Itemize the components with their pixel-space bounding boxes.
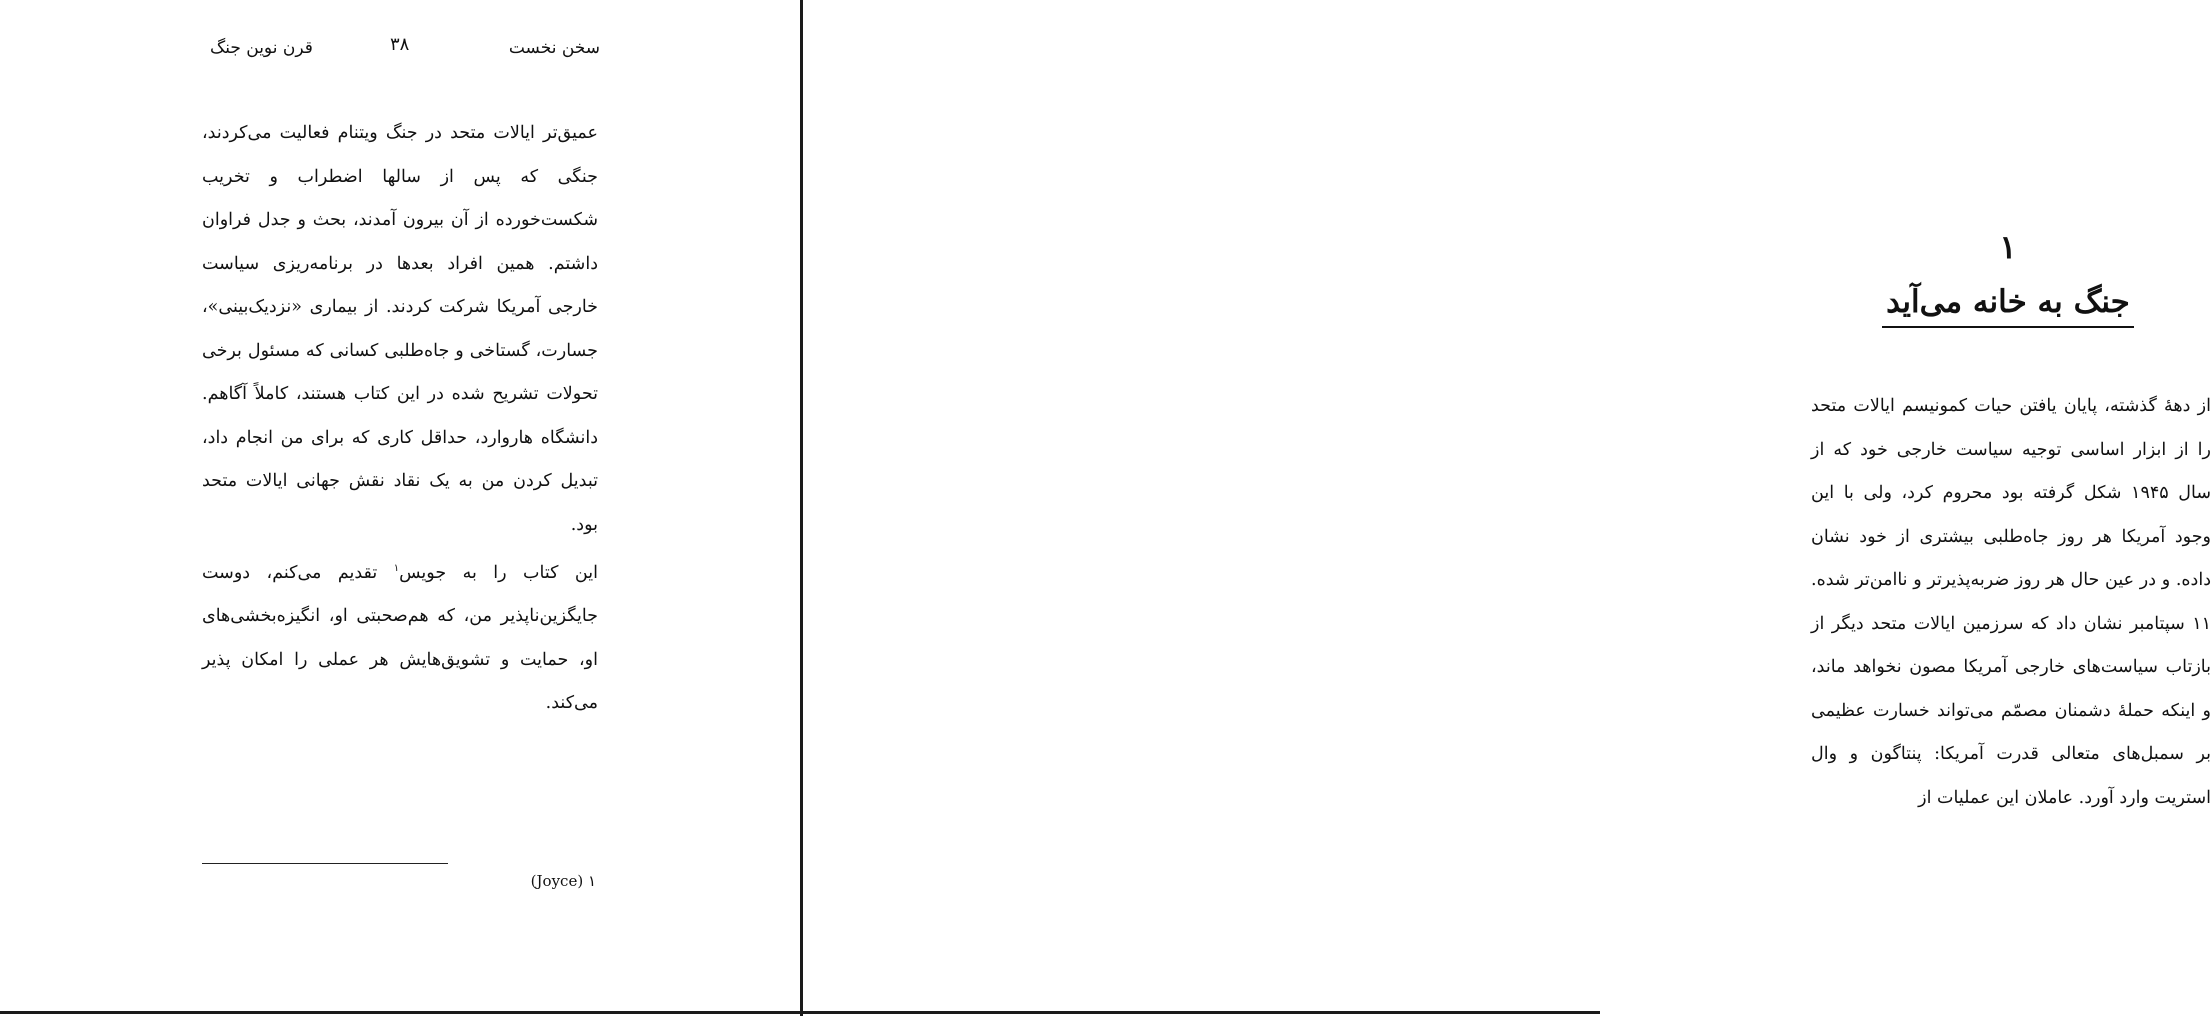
left-page <box>0 0 800 1010</box>
dedication-text: این کتاب را به جویس <box>399 562 598 583</box>
footnote-divider <box>202 863 448 864</box>
running-header <box>210 34 600 68</box>
footnote: (Joyce) ۱ <box>530 872 596 890</box>
running-header-chapter: سخن نخست <box>508 38 600 58</box>
left-paragraph-1: عمیق‌تر ایالات متحد در جنگ ویتنام فعالیت می‌کردند، جنگی که پس از سالها اضطراب و تخریب شکست‌خورده از آن بیرون آمدند، بحث و جدل فراوان داشتم. همین افراد بعدها در برنامه‌ریزی سیاست خارجی آمریکا شرکت کردند. از بیماری «نزدیک‌بینی»، جسارت، گستاخی و جاه‌طلبی کسانی که مسئول برخی تحولات تشریح شده در این کتاب هستند، کاملاً آگاهم. دانشگاه هاروارد، حداقل کاری که برای من انجام داد، تبدیل کردن من به یک نقاد نقش جهانی ایالات متحد بود. <box>202 123 598 535</box>
chapter-number: ۱ <box>1999 228 2017 266</box>
chapter-title-text: جنگ به خانه می‌آید <box>1882 284 2134 328</box>
bottom-border <box>0 1011 1600 1014</box>
right-paragraph-1: از دههٔ گذشته، پایان یافتن حیات کمونیسم ایالات متحد را از ابزار اساسی توجیه سیاست خارجی خود که از سال ۱۹۴۵ شکل گرفته بود محروم کرد، ولی با این وجود آمریکا هر روز جاه‌طلبی بیشتری از خود نشان داده. و در عین حال هر روز ضربه‌پذیرتر و ناامن‌تر شده. ۱۱ سپتامبر نشان داد که سرزمین ایالات متحد دیگر از بازتاب سیاست‌های خارجی آمریکا مصون نخواهد ماند، و اینکه حملهٔ دشمنان مصمّم می‌تواند خسارت عظیمی بر سمبل‌های متعالی قدرت آمریکا: پنتاگون و وال استریت وارد آورد. عاملان این عملیات از <box>1811 396 2211 808</box>
running-header-book-title: قرن نوین جنگ <box>210 38 313 58</box>
right-page <box>803 0 2211 1010</box>
page-number: ۳۸ <box>390 34 410 55</box>
footnote-marker: ۱ <box>393 563 400 574</box>
right-body-text <box>1811 385 2211 820</box>
left-body-text <box>202 112 598 726</box>
dedication-text-rest: تقدیم می‌کنم، دوست جایگزین‌ناپذیر من، که هم‌صحبتی او، انگیزه‌بخشی‌های او، حمایت و تشویق‌هایش هر عملی را امکان پذیر می‌کند. <box>202 562 598 714</box>
chapter-title <box>1813 284 2203 328</box>
left-paragraph-2 <box>202 547 598 726</box>
